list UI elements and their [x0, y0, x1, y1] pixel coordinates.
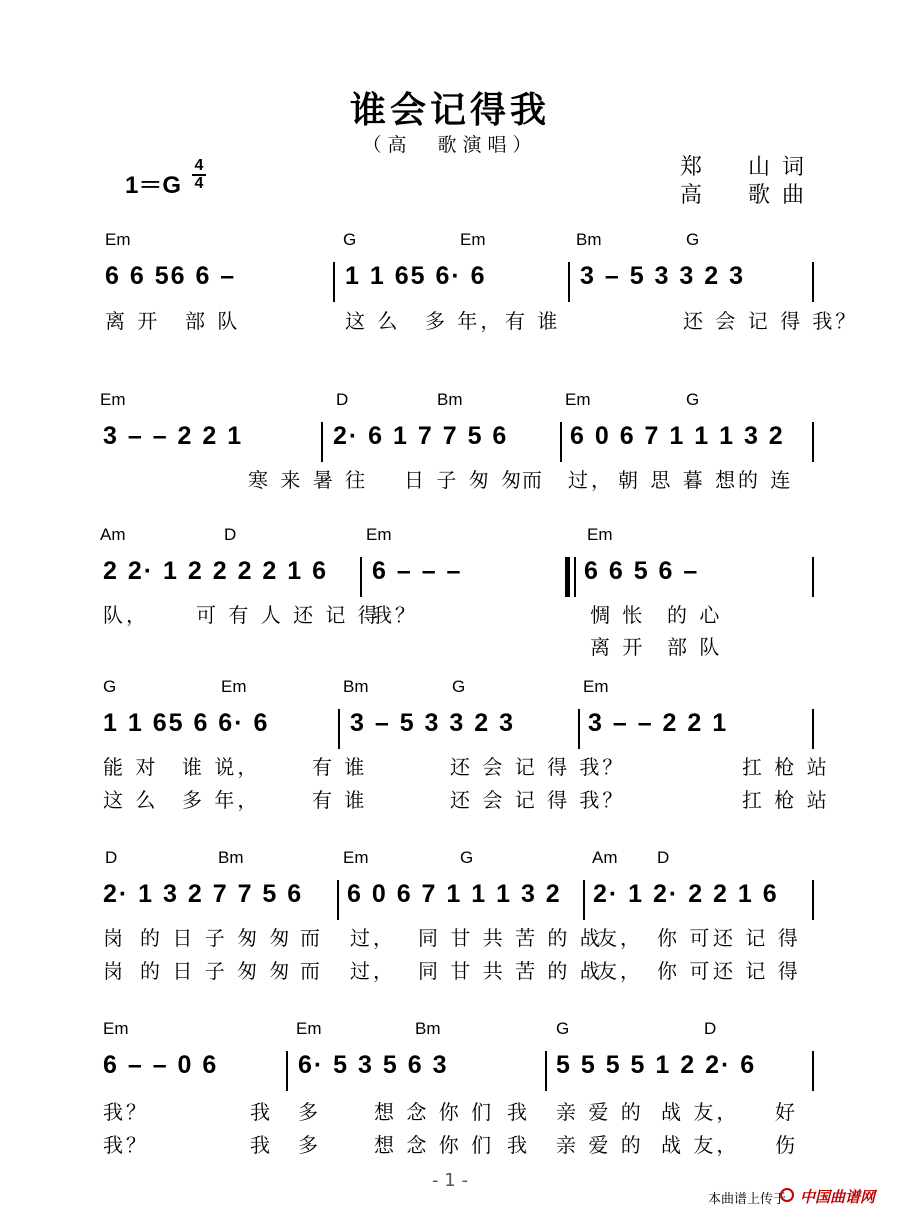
- chord: Am: [592, 848, 618, 867]
- chord: Em: [100, 390, 126, 409]
- bar-line: [338, 709, 340, 749]
- lyric: 友，: [597, 959, 643, 983]
- bar-line: [812, 262, 814, 302]
- chord: G: [460, 848, 474, 867]
- chord: Em: [343, 848, 369, 867]
- bar-line: [568, 262, 570, 302]
- chord: D: [224, 525, 237, 544]
- measure-notes: 1 1 65 6· 6: [345, 262, 487, 290]
- chord: Bm: [415, 1019, 441, 1038]
- time-signature-bottom: 4: [194, 175, 204, 192]
- lyric: 同 甘 共 苦 的 战: [418, 959, 603, 983]
- lyric: 可 有 人 还 记 得: [196, 603, 381, 627]
- chord: Em: [103, 1019, 129, 1038]
- lyric: 日 子 匆 匆: [404, 468, 525, 492]
- chord: Em: [221, 677, 247, 696]
- measure-notes: 2· 6 1 7 7 5 6: [333, 422, 509, 450]
- chord: G: [343, 230, 357, 249]
- lyric: 岗: [103, 959, 126, 983]
- lyric: 朝 思 暮 想: [618, 468, 739, 492]
- lyric: 部 队: [185, 309, 241, 333]
- bar-line: [812, 709, 814, 749]
- lyric: 我: [507, 1100, 530, 1124]
- chord: Em: [587, 525, 613, 544]
- repeat-bar-line: [565, 557, 570, 597]
- chord: Em: [296, 1019, 322, 1038]
- chord: Em: [460, 230, 486, 249]
- chord: Bm: [576, 230, 602, 249]
- bar-line: [812, 1051, 814, 1091]
- lyric: 还 会 记 得 我？: [450, 788, 626, 812]
- lyric: 谁 说，: [182, 755, 261, 779]
- lyric: 还 记 得: [713, 926, 801, 950]
- lyric: 我？: [372, 603, 418, 627]
- measure-notes: 2 2· 1 2 2 2 2 1 6: [103, 557, 329, 585]
- lyric: 的 心: [667, 603, 723, 627]
- lyric: 想 念 你 们: [374, 1100, 495, 1124]
- lyric: 战 友，: [661, 1133, 740, 1157]
- lyric: 过，: [350, 959, 396, 983]
- logo-icon: [780, 1188, 794, 1202]
- lyricist-credit: 郑 山词: [680, 155, 817, 180]
- measure-notes: 2· 1 3 2 7 7 5 6: [103, 880, 304, 908]
- lyric: 还 会 记 得 我？: [683, 309, 859, 333]
- lyric: 有 谁: [312, 788, 368, 812]
- lyric: 队，: [103, 603, 149, 627]
- time-signature-top: 4: [194, 157, 204, 174]
- lyric: 寒 来 暑 往: [248, 468, 369, 492]
- bar-line: [360, 557, 362, 597]
- bar-line: [337, 880, 339, 920]
- bar-line: [583, 880, 585, 920]
- measure-notes: 6 – – –: [372, 557, 463, 585]
- lyric: 我？: [103, 1133, 149, 1157]
- lyric: 你 可: [657, 959, 713, 983]
- lyric: 还 记 得: [713, 959, 801, 983]
- lyric: 能 对: [103, 755, 159, 779]
- chord: Em: [366, 525, 392, 544]
- lyric: 多 年，: [182, 788, 261, 812]
- measure-notes: 6 6 56 6 –: [105, 262, 237, 290]
- lyric: 还 会 记 得 我？: [450, 755, 626, 779]
- bar-line: [286, 1051, 288, 1091]
- lyric: 有 谁: [312, 755, 368, 779]
- measure-notes: 6 0 6 7 1 1 1 3 2: [570, 422, 785, 450]
- lyric: 战 友，: [661, 1100, 740, 1124]
- chord: D: [336, 390, 349, 409]
- chord: Bm: [218, 848, 244, 867]
- measure-notes: 2· 1 2· 2 2 1 6: [593, 880, 779, 908]
- time-signature: [192, 158, 206, 192]
- measure-notes: 3 – 5 3 3 2 3: [350, 709, 516, 737]
- upload-note: 本曲谱上传于: [708, 1192, 787, 1207]
- lyric: 扛 枪 站: [742, 755, 830, 779]
- measure-notes: 6 6 5 6 –: [584, 557, 700, 585]
- measure-notes: 1 1 65 6 6· 6: [103, 709, 270, 737]
- chord: G: [103, 677, 117, 696]
- bar-line: [560, 422, 562, 462]
- measure-notes: 6· 5 3 5 6 3: [298, 1051, 449, 1079]
- chord: Am: [100, 525, 126, 544]
- lyric: 亲 爱 的: [556, 1133, 644, 1157]
- measure-notes: 3 – 5 3 3 2 3: [580, 262, 746, 290]
- chord: G: [686, 230, 700, 249]
- lyric: 扛 枪 站: [742, 788, 830, 812]
- chord: G: [452, 677, 466, 696]
- bar-line: [812, 557, 814, 597]
- lyric: 我: [250, 1133, 273, 1157]
- lyric: 同 甘 共 苦 的 战: [418, 926, 603, 950]
- bar-line: [812, 880, 814, 920]
- site-logo-text: 中国曲谱网: [800, 1188, 876, 1206]
- bar-line: [578, 709, 580, 749]
- chord: Em: [565, 390, 591, 409]
- lyric: 过，: [350, 926, 396, 950]
- lyric: 的 连: [738, 468, 794, 492]
- measure-notes: 3 – – 2 2 1: [588, 709, 729, 737]
- chord: Em: [105, 230, 131, 249]
- lyric: 多: [298, 1100, 321, 1124]
- lyric: 而: [522, 468, 545, 492]
- lyric: 好: [775, 1100, 798, 1124]
- lyric: 的 日 子 匆 匆: [140, 926, 293, 950]
- lyric: 离 开: [590, 635, 646, 659]
- key-signature: 1＝G: [125, 172, 182, 199]
- lyric: 离 开: [105, 309, 161, 333]
- song-title: 谁会记得我: [349, 89, 550, 131]
- lyric: 而: [300, 926, 323, 950]
- chord: G: [686, 390, 700, 409]
- bar-line: [574, 557, 576, 597]
- lyric: 多: [298, 1133, 321, 1157]
- chord: Bm: [437, 390, 463, 409]
- chord: Em: [583, 677, 609, 696]
- lyric: 部 队: [667, 635, 723, 659]
- measure-notes: 6 0 6 7 1 1 1 3 2: [347, 880, 562, 908]
- lyric: 想 念 你 们: [374, 1133, 495, 1157]
- composer-credit: 高 歌曲: [680, 183, 817, 208]
- chord: D: [657, 848, 670, 867]
- lyric: 友，: [597, 926, 643, 950]
- bar-line: [333, 262, 335, 302]
- page-number: - 1 -: [432, 1170, 468, 1191]
- lyric: 而: [300, 959, 323, 983]
- measure-notes: 6 – – 0 6: [103, 1051, 219, 1079]
- measure-notes: 5 5 5 5 1 2 2· 6: [556, 1051, 757, 1079]
- measure-notes: 3 – – 2 2 1: [103, 422, 244, 450]
- bar-line: [545, 1051, 547, 1091]
- chord: D: [105, 848, 118, 867]
- performer-subtitle: （高 歌演唱）: [362, 134, 538, 156]
- lyric: 的 日 子 匆 匆: [140, 959, 293, 983]
- lyric: 伤: [775, 1133, 798, 1157]
- lyric: 过，: [568, 468, 614, 492]
- chord: G: [556, 1019, 570, 1038]
- chord: D: [704, 1019, 717, 1038]
- lyric: 这 么: [345, 309, 401, 333]
- lyric: 你 可: [657, 926, 713, 950]
- lyric: 有 谁: [505, 309, 561, 333]
- lyric: 我？: [103, 1100, 149, 1124]
- lyric: 我: [507, 1133, 530, 1157]
- bar-line: [321, 422, 323, 462]
- lyric: 岗: [103, 926, 126, 950]
- lyric: 这 么: [103, 788, 159, 812]
- chord: Bm: [343, 677, 369, 696]
- bar-line: [812, 422, 814, 462]
- lyric: 惆 怅: [590, 603, 646, 627]
- lyric: 我: [250, 1100, 273, 1124]
- site-logo[interactable]: [800, 1186, 875, 1207]
- lyric: 多 年，: [425, 309, 504, 333]
- lyric: 亲 爱 的: [556, 1100, 644, 1124]
